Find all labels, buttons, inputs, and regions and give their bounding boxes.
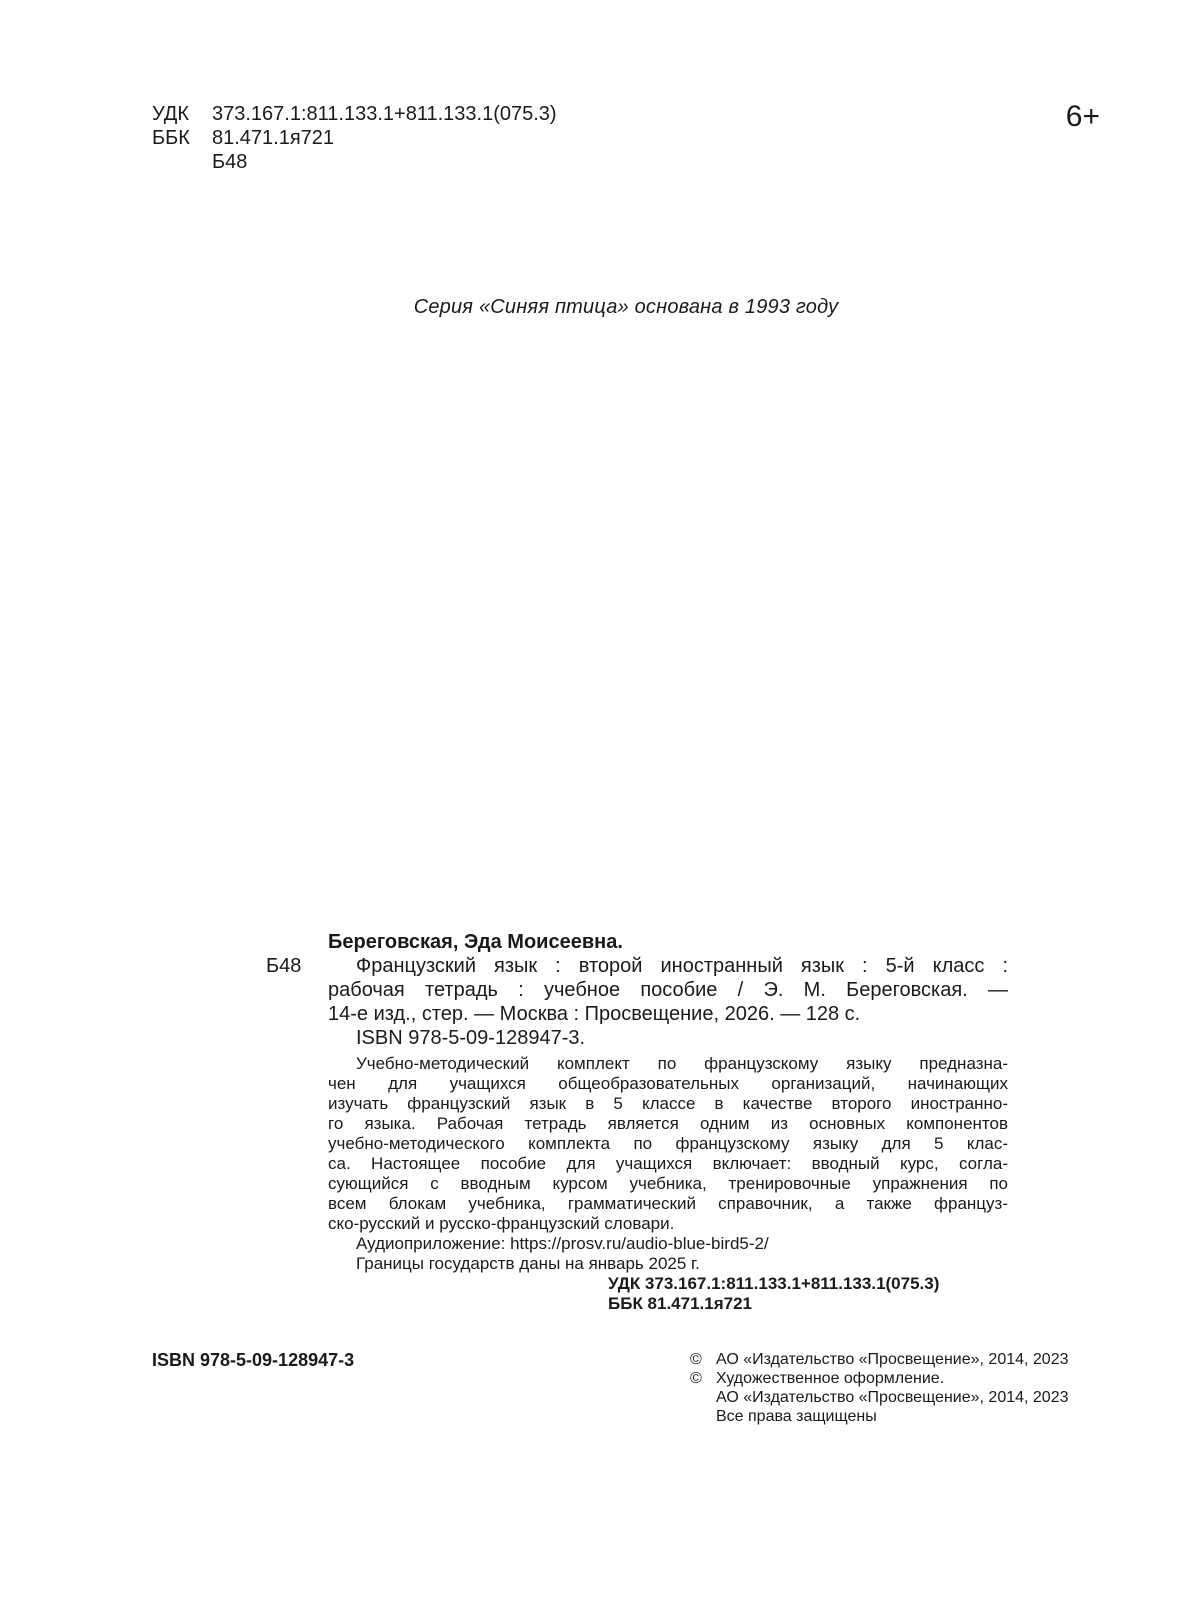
copyright-row-2 bbox=[690, 1369, 1118, 1388]
card-bbk: ББК 81.471.1я721 bbox=[608, 1294, 752, 1313]
annotation-line: Учебно-методический комплект по французскому языку предназна- bbox=[356, 1054, 1008, 1073]
age-rating: 6+ bbox=[1065, 100, 1100, 133]
udk-value: 373.167.1:811.133.1+811.133.1(075.3) bbox=[212, 103, 557, 125]
annotation-line: го языка. Рабочая тетрадь является одним из основных компонентов bbox=[328, 1114, 1008, 1133]
annotation-line: всем блокам учебника, грамматический справочник, а также француз- bbox=[328, 1194, 1008, 1213]
copyright-text-1: АО «Издательство «Просвещение», 2014, 2023 bbox=[716, 1351, 1069, 1368]
footer-isbn: ISBN 978-5-09-128947-3 bbox=[152, 1350, 355, 1370]
bbk-label: ББК bbox=[152, 127, 190, 149]
borders-note: Границы государств даны на январь 2025 г. bbox=[356, 1254, 700, 1273]
annotation-line: сующийся с вводным курсом учебника, тренировочные упражнения по bbox=[328, 1174, 1008, 1193]
classification-codes bbox=[152, 102, 557, 174]
card-annotation bbox=[328, 1054, 1008, 1314]
copyright-text-2a: Художественное оформление. bbox=[716, 1370, 945, 1387]
author-mark-row bbox=[152, 150, 557, 174]
card-mark: Б48 bbox=[266, 955, 302, 977]
copyright-text-2b: АО «Издательство «Просвещение», 2014, 2023 bbox=[716, 1389, 1069, 1406]
annotation-line: учебно-методического комплекта по французскому языку для 5 клас- bbox=[328, 1134, 1008, 1153]
annotation-line: са. Настоящее пособие для учащихся включает: вводный курс, согла- bbox=[328, 1154, 1008, 1173]
copyright-icon: © bbox=[690, 1370, 702, 1387]
series-note bbox=[0, 296, 1200, 319]
copyright-block bbox=[690, 1350, 1118, 1426]
author-mark: Б48 bbox=[212, 151, 248, 173]
udk-row bbox=[152, 102, 557, 126]
audio-link[interactable]: Аудиоприложение: https://prosv.ru/audio-blue-bird5-2/ bbox=[356, 1234, 769, 1253]
annotation-line: изучать французский язык в 5 классе в качестве второго иностранно- bbox=[328, 1094, 1008, 1113]
card-line-2: рабочая тетрадь : учебное пособие / Э. М. Береговская. — bbox=[328, 979, 1008, 1001]
card-author: Береговская, Эда Моисеевна. bbox=[328, 931, 623, 953]
card-udk: УДК 373.167.1:811.133.1+811.133.1(075.3) bbox=[608, 1274, 940, 1293]
bbk-row bbox=[152, 126, 557, 150]
annotation-line: чен для учащихся общеобразовательных организаций, начинающих bbox=[328, 1074, 1008, 1093]
copyright-icon: © bbox=[690, 1351, 702, 1368]
rights-reserved: Все права защищены bbox=[716, 1408, 877, 1425]
card-isbn: ISBN 978-5-09-128947-3. bbox=[356, 1027, 586, 1049]
card-line-1: Французский язык : второй иностранный язык : 5-й класс : bbox=[356, 955, 1008, 977]
copyright-row-1 bbox=[690, 1350, 1118, 1369]
udk-label: УДК bbox=[152, 103, 190, 125]
catalog-card bbox=[266, 930, 1008, 1314]
card-line-3: 14-е изд., стер. — Москва : Просвещение, 2026. — 128 с. bbox=[328, 1003, 861, 1025]
annotation-line: ско-русский и русско-французский словари. bbox=[328, 1214, 675, 1233]
series-text: Серия «Синяя птица» основана в 1993 году bbox=[413, 296, 839, 318]
bbk-value: 81.471.1я721 bbox=[212, 127, 335, 149]
